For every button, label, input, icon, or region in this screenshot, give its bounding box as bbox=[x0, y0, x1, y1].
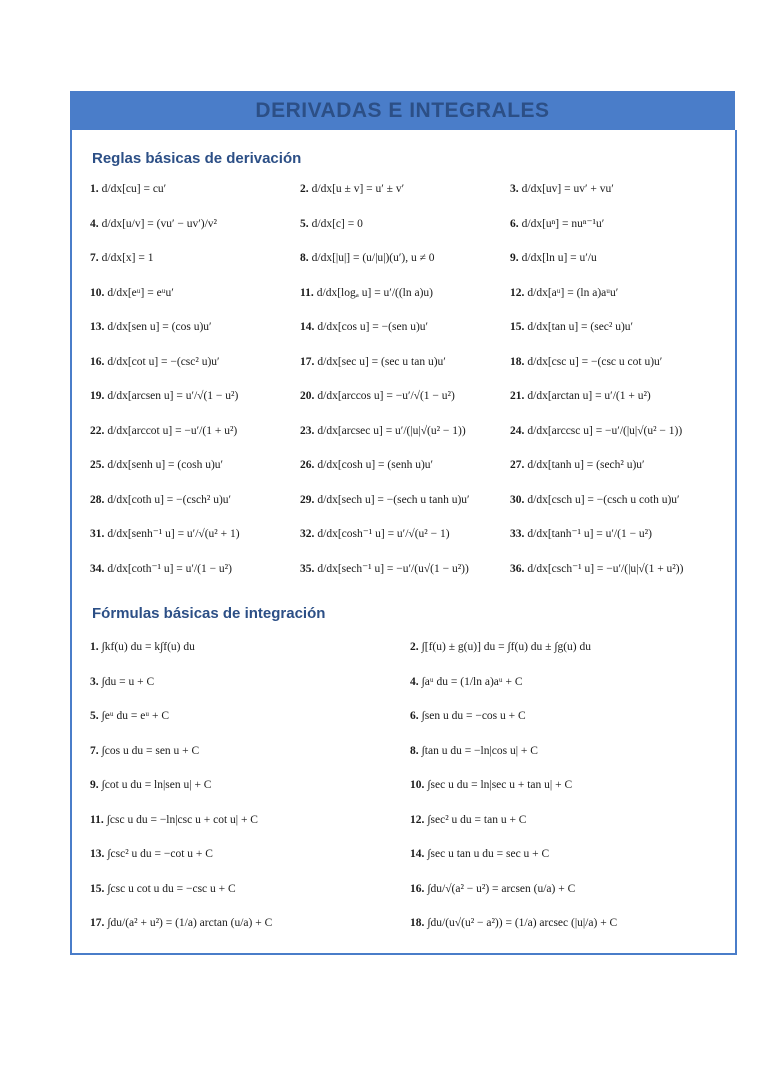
formula-number: 15. bbox=[90, 882, 105, 895]
integrals-formula-7 bbox=[90, 744, 199, 758]
derivatives-formula-23 bbox=[300, 424, 466, 438]
derivatives-formula-9 bbox=[510, 251, 597, 265]
formula-number: 7. bbox=[90, 252, 99, 264]
formula-number: 2. bbox=[300, 183, 309, 195]
derivatives-formula-33 bbox=[510, 527, 652, 541]
formula-expression: ∫du/(u√(u² − a²)) = (1/a) arcsec (|u|/a) + C bbox=[427, 917, 618, 929]
formula-expression: d/dx[sech u] = −(sech u tanh u)u′ bbox=[317, 493, 470, 506]
formula-expression: d/dx[arccot u] = −u′/(1 + u²) bbox=[107, 424, 238, 437]
formula-expression: d/dx[csch⁻¹ u] = −u′/(|u|√(1 + u²)) bbox=[527, 562, 684, 575]
formula-expression: d/dx[u/v] = (vu′ − uv′)/v² bbox=[101, 217, 217, 230]
formula-number: 16. bbox=[90, 355, 105, 368]
formula-expression: ∫du/(a² + u²) = (1/a) arctan (u/a) + C bbox=[107, 917, 273, 929]
derivatives-formula-28 bbox=[90, 493, 231, 507]
formula-expression: d/dx[ln u] = u′/u bbox=[521, 252, 597, 264]
derivatives-formula-15 bbox=[510, 320, 633, 334]
formula-expression: ∫eᵘ du = eᵘ + C bbox=[101, 710, 170, 722]
formula-number: 4. bbox=[410, 675, 419, 688]
formula-expression: d/dx[|u|] = (u/|u|)(u′), u ≠ 0 bbox=[311, 252, 435, 264]
integrals-formula-8 bbox=[410, 744, 538, 758]
formula-expression: d/dx[u ± v] = u′ ± v′ bbox=[311, 183, 405, 195]
formula-number: 10. bbox=[410, 779, 425, 791]
formula-expression: d/dx[uⁿ] = nuⁿ⁻¹u′ bbox=[521, 217, 605, 230]
formula-number: 36. bbox=[510, 562, 525, 575]
formula-number: 18. bbox=[510, 355, 525, 368]
formula-number: 1. bbox=[90, 183, 99, 195]
derivatives-formula-20 bbox=[300, 389, 455, 403]
formula-number: 11. bbox=[300, 286, 314, 299]
formula-expression: d/dx[cosh u] = (senh u)u′ bbox=[317, 459, 434, 471]
formula-number: 12. bbox=[410, 813, 425, 826]
formula-expression: ∫kf(u) du = k∫f(u) du bbox=[101, 641, 195, 653]
formula-number: 12. bbox=[510, 286, 525, 299]
derivatives-formula-31 bbox=[90, 527, 240, 541]
derivatives-formula-12 bbox=[510, 286, 618, 300]
formula-number: 19. bbox=[90, 390, 105, 402]
formula-number: 1. bbox=[90, 641, 99, 653]
derivatives-formula-29 bbox=[300, 493, 470, 507]
integrals-formula-1 bbox=[90, 640, 195, 654]
formula-number: 17. bbox=[300, 355, 315, 368]
formula-number: 22. bbox=[90, 424, 105, 437]
formula-number: 24. bbox=[510, 424, 525, 437]
formula-expression: ∫sec u tan u du = sec u + C bbox=[427, 848, 550, 860]
formula-expression: ∫sen u du = −cos u + C bbox=[421, 710, 526, 722]
integrals-formula-2 bbox=[410, 640, 591, 654]
formula-expression: ∫[f(u) ± g(u)] du = ∫f(u) du ± ∫g(u) du bbox=[421, 641, 592, 653]
derivatives-formula-8 bbox=[300, 251, 435, 265]
formula-expression: d/dx[tanh u] = (sech² u)u′ bbox=[527, 459, 645, 471]
integrals-formula-14 bbox=[410, 847, 549, 861]
derivatives-formula-18 bbox=[510, 355, 662, 369]
formula-expression: d/dx[sec u] = (sec u tan u)u′ bbox=[317, 355, 446, 368]
formula-number: 21. bbox=[510, 390, 525, 402]
integrals-formula-17 bbox=[90, 916, 272, 930]
formula-number: 5. bbox=[90, 710, 99, 722]
formula-number: 13. bbox=[90, 321, 105, 333]
integrals-formula-4 bbox=[410, 675, 523, 689]
derivatives-formula-11 bbox=[300, 286, 433, 300]
formula-expression: d/dx[coth u] = −(csch² u)u′ bbox=[107, 493, 232, 506]
derivatives-formula-2 bbox=[300, 182, 404, 196]
formula-expression: d/dx[tan u] = (sec² u)u′ bbox=[527, 321, 634, 333]
derivatives-formula-35 bbox=[300, 562, 469, 576]
formula-number: 13. bbox=[90, 848, 105, 860]
formula-number: 9. bbox=[510, 252, 519, 264]
derivatives-formula-26 bbox=[300, 458, 433, 472]
formula-expression: ∫sec u du = ln|sec u + tan u| + C bbox=[427, 779, 573, 791]
formula-number: 5. bbox=[300, 217, 309, 230]
formula-expression: d/dx[eᵘ] = eᵘu′ bbox=[107, 286, 174, 299]
formula-expression: d/dx[arctan u] = u′/(1 + u²) bbox=[527, 390, 651, 402]
formula-number: 8. bbox=[300, 252, 309, 264]
formula-expression: d/dx[sen u] = (cos u)u′ bbox=[107, 321, 212, 333]
formula-number: 17. bbox=[90, 917, 105, 929]
formula-expression: d/dx[senh u] = (cosh u)u′ bbox=[107, 459, 224, 471]
formula-expression: d/dx[cosh⁻¹ u] = u′/√(u² − 1) bbox=[317, 528, 450, 540]
derivatives-formula-17 bbox=[300, 355, 446, 369]
formula-number: 10. bbox=[90, 286, 105, 299]
formula-number: 4. bbox=[90, 217, 99, 230]
derivatives-formula-21 bbox=[510, 389, 651, 403]
formula-expression: d/dx[aᵘ] = (ln a)aᵘu′ bbox=[527, 286, 619, 299]
formula-number: 7. bbox=[90, 744, 99, 757]
formula-expression: ∫aᵘ du = (1/ln a)aᵘ + C bbox=[421, 675, 523, 688]
derivatives-formula-13 bbox=[90, 320, 212, 334]
derivatives-formula-6 bbox=[510, 217, 604, 231]
formula-expression: ∫cos u du = sen u + C bbox=[101, 744, 200, 757]
page-title: DERIVADAS E INTEGRALES bbox=[255, 98, 550, 122]
formula-number: 14. bbox=[300, 321, 315, 333]
formula-expression: d/dx[tanh⁻¹ u] = u′/(1 − u²) bbox=[527, 528, 652, 540]
formula-number: 15. bbox=[510, 321, 525, 333]
derivatives-formula-27 bbox=[510, 458, 645, 472]
formula-expression: ∫du = u + C bbox=[101, 675, 155, 688]
formula-number: 6. bbox=[410, 710, 419, 722]
derivatives-formula-5 bbox=[300, 217, 363, 231]
derivatives-heading: Reglas básicas de derivación bbox=[92, 150, 302, 167]
formula-number: 28. bbox=[90, 493, 105, 506]
formula-number: 26. bbox=[300, 459, 315, 471]
formula-number: 29. bbox=[300, 493, 315, 506]
formula-number: 18. bbox=[410, 917, 425, 929]
integrals-formula-15 bbox=[90, 882, 236, 896]
formula-expression: d/dx[coth⁻¹ u] = u′/(1 − u²) bbox=[107, 562, 232, 575]
formula-expression: d/dx[uv] = uv′ + vu′ bbox=[521, 183, 614, 195]
formula-number: 2. bbox=[410, 641, 419, 653]
formula-expression: d/dx[cu] = cu′ bbox=[101, 183, 167, 195]
formula-expression: d/dx[logₐ u] = u′/((ln a)u) bbox=[316, 286, 434, 299]
formula-number: 35. bbox=[300, 562, 315, 575]
formula-expression: ∫tan u du = −ln|cos u| + C bbox=[421, 744, 538, 757]
formula-number: 11. bbox=[90, 813, 104, 826]
derivatives-formula-16 bbox=[90, 355, 220, 369]
integrals-heading: Fórmulas básicas de integración bbox=[92, 605, 326, 622]
formula-expression: ∫csc u du = −ln|csc u + cot u| + C bbox=[106, 813, 258, 826]
formula-expression: ∫cot u du = ln|sen u| + C bbox=[101, 779, 212, 791]
derivatives-formula-22 bbox=[90, 424, 237, 438]
formula-number: 31. bbox=[90, 528, 105, 540]
integrals-formula-12 bbox=[410, 813, 526, 827]
formula-expression: d/dx[arcsec u] = u′/(|u|√(u² − 1)) bbox=[317, 424, 466, 437]
derivatives-formula-32 bbox=[300, 527, 450, 541]
formula-expression: d/dx[x] = 1 bbox=[101, 252, 154, 264]
formula-expression: d/dx[cot u] = −(csc² u)u′ bbox=[107, 355, 220, 368]
formula-number: 30. bbox=[510, 493, 525, 506]
formula-expression: d/dx[c] = 0 bbox=[311, 217, 363, 230]
integrals-formula-10 bbox=[410, 778, 572, 792]
derivatives-formula-34 bbox=[90, 562, 232, 576]
integrals-formula-9 bbox=[90, 778, 211, 792]
derivatives-formula-30 bbox=[510, 493, 680, 507]
integrals-formula-6 bbox=[410, 709, 526, 723]
formula-number: 20. bbox=[300, 390, 315, 402]
formula-number: 32. bbox=[300, 528, 315, 540]
formula-expression: d/dx[csch u] = −(csch u coth u)u′ bbox=[527, 493, 680, 506]
derivatives-formula-7 bbox=[90, 251, 153, 265]
formula-expression: d/dx[senh⁻¹ u] = u′/√(u² + 1) bbox=[107, 528, 240, 540]
derivatives-formula-1 bbox=[90, 182, 166, 196]
derivatives-formula-36 bbox=[510, 562, 683, 576]
derivatives-formula-25 bbox=[90, 458, 223, 472]
integrals-formula-3 bbox=[90, 675, 154, 689]
formula-expression: d/dx[arcsen u] = u′/√(1 − u²) bbox=[107, 390, 239, 402]
formula-number: 23. bbox=[300, 424, 315, 437]
formula-expression: ∫du/√(a² − u²) = arcsen (u/a) + C bbox=[427, 882, 576, 895]
formula-number: 9. bbox=[90, 779, 99, 791]
formula-number: 6. bbox=[510, 217, 519, 230]
formula-expression: ∫csc² u du = −cot u + C bbox=[107, 848, 213, 860]
formula-number: 14. bbox=[410, 848, 425, 860]
integrals-formula-11 bbox=[90, 813, 258, 827]
derivatives-formula-4 bbox=[90, 217, 217, 231]
derivatives-formula-10 bbox=[90, 286, 174, 300]
derivatives-formula-3 bbox=[510, 182, 614, 196]
formula-number: 33. bbox=[510, 528, 525, 540]
integrals-formula-5 bbox=[90, 709, 169, 723]
formula-number: 27. bbox=[510, 459, 525, 471]
derivatives-formula-24 bbox=[510, 424, 682, 438]
integrals-formula-18 bbox=[410, 916, 617, 930]
integrals-formula-16 bbox=[410, 882, 575, 896]
title-banner bbox=[70, 91, 735, 130]
formula-expression: d/dx[arccos u] = −u′/√(1 − u²) bbox=[317, 390, 455, 402]
formula-expression: ∫csc u cot u du = −csc u + C bbox=[107, 882, 236, 895]
integrals-formula-13 bbox=[90, 847, 213, 861]
derivatives-formula-19 bbox=[90, 389, 238, 403]
formula-number: 25. bbox=[90, 459, 105, 471]
formula-number: 16. bbox=[410, 882, 425, 895]
formula-number: 3. bbox=[510, 183, 519, 195]
formula-expression: d/dx[cos u] = −(sen u)u′ bbox=[317, 321, 429, 333]
formula-number: 34. bbox=[90, 562, 105, 575]
formula-expression: d/dx[arccsc u] = −u′/(|u|√(u² − 1)) bbox=[527, 424, 683, 437]
formula-number: 8. bbox=[410, 744, 419, 757]
formula-expression: d/dx[csc u] = −(csc u cot u)u′ bbox=[527, 355, 663, 368]
formula-expression: d/dx[sech⁻¹ u] = −u′/(u√(1 − u²)) bbox=[317, 562, 469, 575]
derivatives-formula-14 bbox=[300, 320, 428, 334]
formula-number: 3. bbox=[90, 675, 99, 688]
formula-expression: ∫sec² u du = tan u + C bbox=[427, 813, 527, 826]
